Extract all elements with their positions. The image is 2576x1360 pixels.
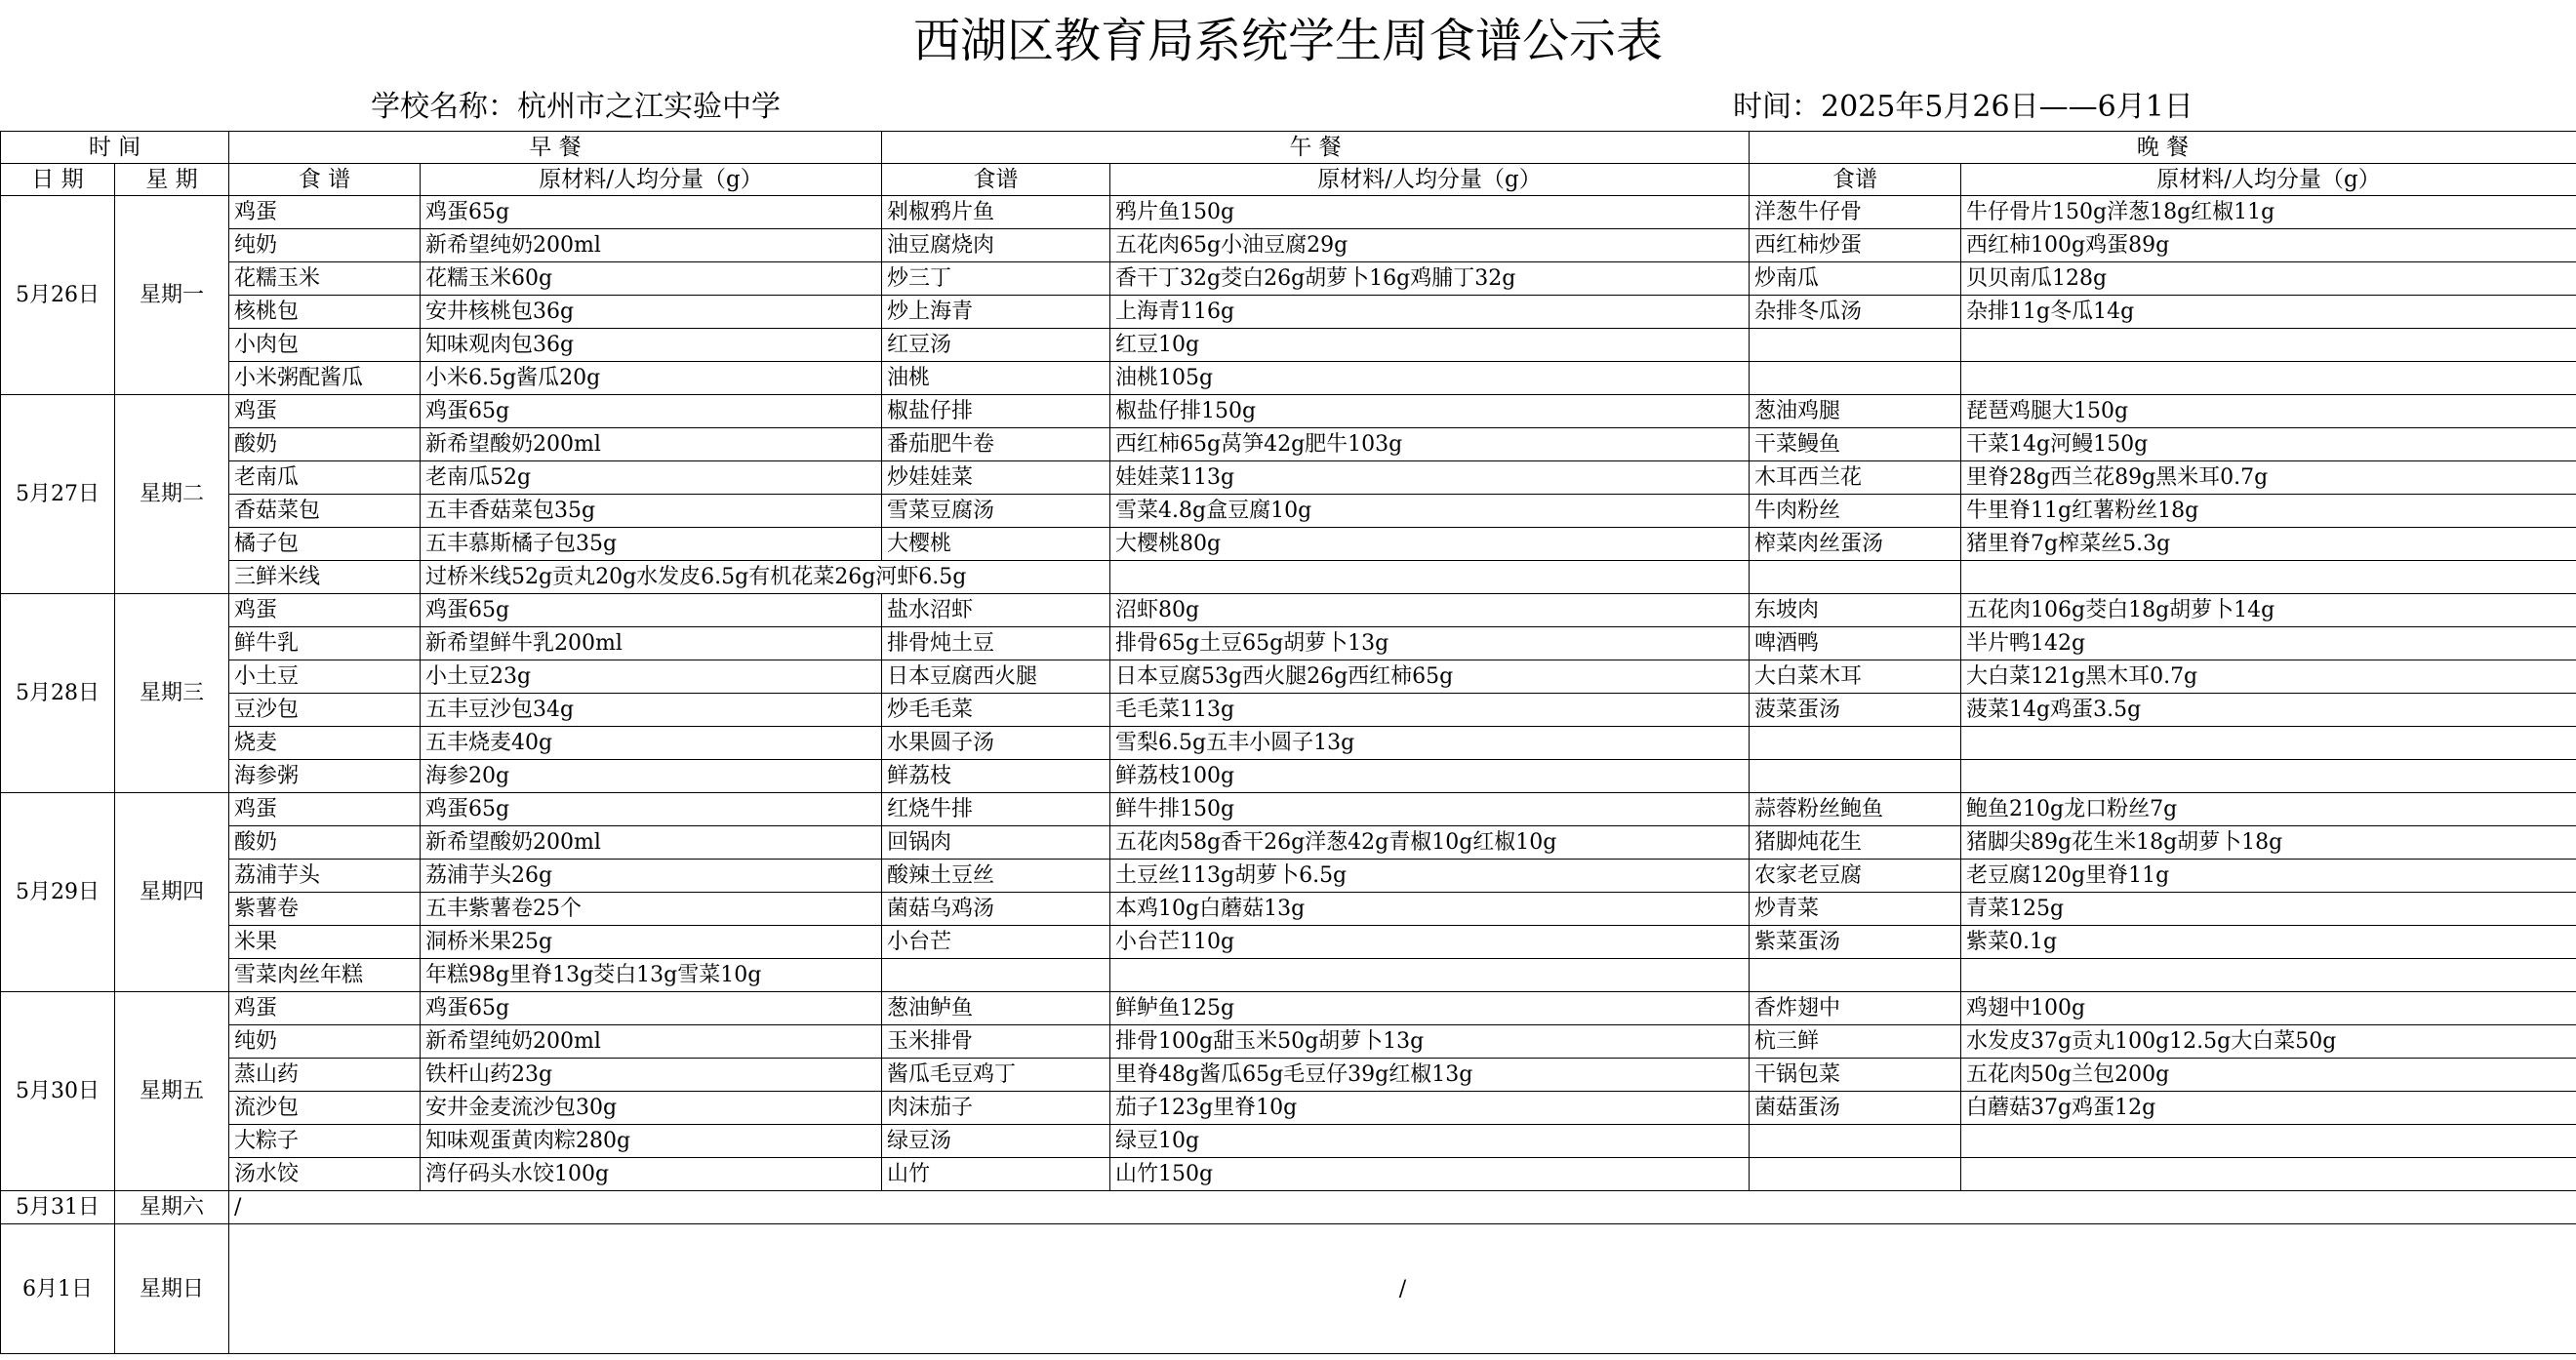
lunch-ingredients: 五花肉58g香干26g洋葱42g青椒10g红椒10g — [1110, 826, 1750, 860]
dinner-dish: 炒青菜 — [1750, 893, 1961, 926]
lunch-ingredients: 五花肉65g小油豆腐29g — [1110, 229, 1750, 262]
lunch-dish: 剁椒鸦片鱼 — [882, 196, 1110, 229]
header-weekday: 星 期 — [115, 164, 229, 196]
table-row-sunday — [1, 1224, 2576, 1354]
lunch-dish: 炒上海青 — [882, 296, 1110, 329]
lunch-dish: 炒三丁 — [882, 262, 1110, 296]
breakfast-dish: 鸡蛋 — [229, 992, 421, 1025]
table-row — [1, 826, 2576, 860]
breakfast-ingredients: 新希望纯奶200ml — [421, 1025, 882, 1059]
header-time: 时 间 — [1, 132, 229, 164]
header-lunch-ingredients: 原材料/人均分量（g） — [1110, 164, 1750, 196]
table-row — [1, 694, 2576, 727]
breakfast-dish: 鸡蛋 — [229, 594, 421, 627]
breakfast-ingredients: 知味观肉包36g — [421, 329, 882, 362]
dinner-ingredients: 鲍鱼210g龙口粉丝7g — [1961, 793, 2576, 826]
lunch-dish: 盐水沼虾 — [882, 594, 1110, 627]
breakfast-dish: 纯奶 — [229, 1025, 421, 1059]
dinner-dish: 干锅包菜 — [1750, 1059, 1961, 1092]
dinner-ingredients — [1961, 329, 2576, 362]
dinner-dish — [1750, 959, 1961, 992]
dinner-dish — [1750, 760, 1961, 793]
table-row-saturday — [1, 1191, 2576, 1224]
lunch-dish: 红烧牛排 — [882, 793, 1110, 826]
breakfast-dish: 酸奶 — [229, 826, 421, 860]
breakfast-ingredients: 老南瓜52g — [421, 461, 882, 495]
lunch-dish: 炒娃娃菜 — [882, 461, 1110, 495]
breakfast-ingredients: 湾仔码头水饺100g — [421, 1158, 882, 1191]
lunch-ingredients: 鲜牛排150g — [1110, 793, 1750, 826]
lunch-ingredients: 鲜鲈鱼125g — [1110, 992, 1750, 1025]
table-row — [1, 660, 2576, 694]
header-breakfast: 早 餐 — [229, 132, 882, 164]
breakfast-dish: 老南瓜 — [229, 461, 421, 495]
breakfast-dish: 花糯玉米 — [229, 262, 421, 296]
header-row-meals — [1, 132, 2576, 164]
lunch-ingredients: 排骨100g甜玉米50g胡萝卜13g — [1110, 1025, 1750, 1059]
breakfast-ingredients: 小米6.5g酱瓜20g — [421, 362, 882, 395]
table-row — [1, 793, 2576, 826]
breakfast-ingredients: 安井核桃包36g — [421, 296, 882, 329]
breakfast-ingredients: 洞桥米果25g — [421, 926, 882, 959]
table-row — [1, 860, 2576, 893]
breakfast-dish: 烧麦 — [229, 727, 421, 760]
dinner-dish — [1750, 329, 1961, 362]
breakfast-dish: 海参粥 — [229, 760, 421, 793]
dinner-ingredients: 白蘑菇37g鸡蛋12g — [1961, 1092, 2576, 1125]
lunch-ingredients: 大樱桃80g — [1110, 528, 1750, 561]
no-meal-note: / — [229, 1191, 2576, 1224]
lunch-ingredients: 排骨65g土豆65g胡萝卜13g — [1110, 627, 1750, 660]
lunch-dish: 菌菇乌鸡汤 — [882, 893, 1110, 926]
lunch-ingredients: 雪菜4.8g盒豆腐10g — [1110, 495, 1750, 528]
table-row — [1, 760, 2576, 793]
lunch-dish: 酱瓜毛豆鸡丁 — [882, 1059, 1110, 1092]
header-breakfast-dish: 食 谱 — [229, 164, 421, 196]
lunch-ingredients: 鸦片鱼150g — [1110, 196, 1750, 229]
dinner-dish: 香炸翅中 — [1750, 992, 1961, 1025]
table-row — [1, 495, 2576, 528]
dinner-dish: 菠菜蛋汤 — [1750, 694, 1961, 727]
table-row — [1, 1158, 2576, 1191]
breakfast-dish: 大粽子 — [229, 1125, 421, 1158]
breakfast-dish: 豆沙包 — [229, 694, 421, 727]
breakfast-ingredients: 鸡蛋65g — [421, 594, 882, 627]
dinner-ingredients: 五花肉50g兰包200g — [1961, 1059, 2576, 1092]
breakfast-ingredients: 知味观蛋黄肉粽280g — [421, 1125, 882, 1158]
lunch-dish: 油豆腐烧肉 — [882, 229, 1110, 262]
header-dinner-dish: 食谱 — [1750, 164, 1961, 196]
date-cell: 5月28日 — [1, 594, 115, 793]
lunch-dish: 绿豆汤 — [882, 1125, 1110, 1158]
info-bar — [0, 84, 2576, 131]
breakfast-ingredients: 新希望酸奶200ml — [421, 826, 882, 860]
lunch-dish: 排骨炖土豆 — [882, 627, 1110, 660]
lunch-dish — [882, 959, 1110, 992]
lunch-dish: 椒盐仔排 — [882, 395, 1110, 428]
date-cell: 5月29日 — [1, 793, 115, 992]
breakfast-ingredients: 五丰烧麦40g — [421, 727, 882, 760]
weekday-cell: 星期三 — [115, 594, 229, 793]
dinner-ingredients — [1961, 760, 2576, 793]
date-range: 时间：2025年5月26日——6月1日 — [1733, 90, 2194, 124]
table-row — [1, 1025, 2576, 1059]
dinner-dish: 杭三鲜 — [1750, 1025, 1961, 1059]
lunch-ingredients: 茄子123g里脊10g — [1110, 1092, 1750, 1125]
breakfast-dish: 汤水饺 — [229, 1158, 421, 1191]
lunch-ingredients — [1110, 959, 1750, 992]
dinner-dish: 杂排冬瓜汤 — [1750, 296, 1961, 329]
lunch-ingredients: 里脊48g酱瓜65g毛豆仔39g红椒13g — [1110, 1059, 1750, 1092]
dinner-ingredients: 贝贝南瓜128g — [1961, 262, 2576, 296]
breakfast-ingredients: 五丰香菇菜包35g — [421, 495, 882, 528]
dinner-dish: 农家老豆腐 — [1750, 860, 1961, 893]
lunch-ingredients: 沼虾80g — [1110, 594, 1750, 627]
breakfast-ingredients: 五丰豆沙包34g — [421, 694, 882, 727]
breakfast-dish: 米果 — [229, 926, 421, 959]
table-row — [1, 262, 2576, 296]
dinner-ingredients: 鸡翅中100g — [1961, 992, 2576, 1025]
breakfast-dish: 鸡蛋 — [229, 196, 421, 229]
table-row — [1, 329, 2576, 362]
breakfast-dish: 香菇菜包 — [229, 495, 421, 528]
dinner-dish — [1750, 1158, 1961, 1191]
breakfast-dish: 酸奶 — [229, 428, 421, 461]
table-row — [1, 1092, 2576, 1125]
lunch-dish: 红豆汤 — [882, 329, 1110, 362]
dinner-dish: 猪脚炖花生 — [1750, 826, 1961, 860]
table-row — [1, 428, 2576, 461]
breakfast-ingredients: 海参20g — [421, 760, 882, 793]
table-row — [1, 893, 2576, 926]
breakfast-dish: 核桃包 — [229, 296, 421, 329]
lunch-ingredients: 香干丁32g茭白26g胡萝卜16g鸡脯丁32g — [1110, 262, 1750, 296]
dinner-ingredients: 菠菜14g鸡蛋3.5g — [1961, 694, 2576, 727]
breakfast-ingredients: 鸡蛋65g — [421, 196, 882, 229]
school-name: 学校名称：杭州市之江实验中学 — [371, 90, 781, 124]
dinner-dish: 西红柿炒蛋 — [1750, 229, 1961, 262]
table-row — [1, 959, 2576, 992]
lunch-dish: 玉米排骨 — [882, 1025, 1110, 1059]
breakfast-ingredients: 安井金麦流沙包30g — [421, 1092, 882, 1125]
dinner-ingredients: 水发皮37g贡丸100g12.5g大白菜50g — [1961, 1025, 2576, 1059]
breakfast-dish: 小土豆 — [229, 660, 421, 694]
table-row — [1, 926, 2576, 959]
breakfast-ingredients: 过桥米线52g贡丸20g水发皮6.5g有机花菜26g河虾6.5g — [421, 561, 1110, 594]
table-row — [1, 1059, 2576, 1092]
breakfast-dish: 三鲜米线 — [229, 561, 421, 594]
weekday-cell: 星期日 — [115, 1224, 229, 1354]
lunch-ingredients — [1110, 561, 1750, 594]
dinner-dish: 洋葱牛仔骨 — [1750, 196, 1961, 229]
dinner-ingredients: 杂排11g冬瓜14g — [1961, 296, 2576, 329]
weekday-cell: 星期五 — [115, 992, 229, 1191]
table-row — [1, 727, 2576, 760]
lunch-dish: 雪菜豆腐汤 — [882, 495, 1110, 528]
dinner-ingredients: 琵琶鸡腿大150g — [1961, 395, 2576, 428]
table-row — [1, 461, 2576, 495]
table-row — [1, 395, 2576, 428]
header-lunch: 午 餐 — [882, 132, 1750, 164]
breakfast-ingredients: 铁杆山药23g — [421, 1059, 882, 1092]
breakfast-dish: 紫薯卷 — [229, 893, 421, 926]
header-lunch-dish: 食谱 — [882, 164, 1110, 196]
breakfast-ingredients: 新希望纯奶200ml — [421, 229, 882, 262]
dinner-dish: 蒜蓉粉丝鲍鱼 — [1750, 793, 1961, 826]
dinner-ingredients: 五花肉106g茭白18g胡萝卜14g — [1961, 594, 2576, 627]
table-row — [1, 627, 2576, 660]
table-row — [1, 992, 2576, 1025]
weekly-menu-table — [0, 131, 2576, 1354]
dinner-ingredients: 牛里脊11g红薯粉丝18g — [1961, 495, 2576, 528]
dinner-dish: 大白菜木耳 — [1750, 660, 1961, 694]
lunch-dish: 鲜荔枝 — [882, 760, 1110, 793]
lunch-dish: 日本豆腐西火腿 — [882, 660, 1110, 694]
header-date: 日 期 — [1, 164, 115, 196]
date-cell: 5月26日 — [1, 196, 115, 395]
dinner-ingredients — [1961, 362, 2576, 395]
dinner-ingredients: 牛仔骨片150g洋葱18g红椒11g — [1961, 196, 2576, 229]
table-row — [1, 362, 2576, 395]
weekday-cell: 星期六 — [115, 1191, 229, 1224]
breakfast-dish: 流沙包 — [229, 1092, 421, 1125]
page-title: 西湖区教育局系统学生周食谱公示表 — [912, 14, 1663, 68]
dinner-ingredients: 老豆腐120g里脊11g — [1961, 860, 2576, 893]
breakfast-dish: 鸡蛋 — [229, 395, 421, 428]
breakfast-dish: 荔浦芋头 — [229, 860, 421, 893]
lunch-ingredients: 娃娃菜113g — [1110, 461, 1750, 495]
dinner-dish: 菌菇蛋汤 — [1750, 1092, 1961, 1125]
table-row — [1, 1125, 2576, 1158]
breakfast-dish: 鲜牛乳 — [229, 627, 421, 660]
dinner-ingredients — [1961, 1125, 2576, 1158]
lunch-dish: 酸辣土豆丝 — [882, 860, 1110, 893]
dinner-ingredients — [1961, 1158, 2576, 1191]
dinner-ingredients: 猪脚尖89g花生米18g胡萝卜18g — [1961, 826, 2576, 860]
dinner-dish: 葱油鸡腿 — [1750, 395, 1961, 428]
lunch-dish: 番茄肥牛卷 — [882, 428, 1110, 461]
dinner-dish: 牛肉粉丝 — [1750, 495, 1961, 528]
breakfast-ingredients: 新希望酸奶200ml — [421, 428, 882, 461]
breakfast-dish: 纯奶 — [229, 229, 421, 262]
dinner-dish: 东坡肉 — [1750, 594, 1961, 627]
lunch-dish: 大樱桃 — [882, 528, 1110, 561]
dinner-dish — [1750, 727, 1961, 760]
lunch-dish: 小台芒 — [882, 926, 1110, 959]
breakfast-dish: 鸡蛋 — [229, 793, 421, 826]
breakfast-ingredients: 五丰慕斯橘子包35g — [421, 528, 882, 561]
weekday-cell: 星期四 — [115, 793, 229, 992]
table-row — [1, 229, 2576, 262]
breakfast-ingredients: 鸡蛋65g — [421, 395, 882, 428]
lunch-ingredients: 绿豆10g — [1110, 1125, 1750, 1158]
lunch-ingredients: 上海青116g — [1110, 296, 1750, 329]
weekday-cell: 星期一 — [115, 196, 229, 395]
breakfast-dish: 小米粥配酱瓜 — [229, 362, 421, 395]
breakfast-ingredients: 鸡蛋65g — [421, 992, 882, 1025]
lunch-ingredients: 山竹150g — [1110, 1158, 1750, 1191]
date-cell: 5月27日 — [1, 395, 115, 594]
dinner-ingredients: 青菜125g — [1961, 893, 2576, 926]
dinner-dish: 啤酒鸭 — [1750, 627, 1961, 660]
breakfast-ingredients: 花糯玉米60g — [421, 262, 882, 296]
dinner-dish — [1750, 561, 1961, 594]
dinner-ingredients: 西红柿100g鸡蛋89g — [1961, 229, 2576, 262]
dinner-dish — [1750, 362, 1961, 395]
lunch-ingredients: 日本豆腐53g西火腿26g西红柿65g — [1110, 660, 1750, 694]
dinner-dish: 木耳西兰花 — [1750, 461, 1961, 495]
lunch-ingredients: 鲜荔枝100g — [1110, 760, 1750, 793]
dinner-dish: 紫菜蛋汤 — [1750, 926, 1961, 959]
lunch-ingredients: 土豆丝113g胡萝卜6.5g — [1110, 860, 1750, 893]
lunch-ingredients: 椒盐仔排150g — [1110, 395, 1750, 428]
dinner-dish: 炒南瓜 — [1750, 262, 1961, 296]
breakfast-dish: 蒸山药 — [229, 1059, 421, 1092]
table-row — [1, 594, 2576, 627]
lunch-ingredients: 本鸡10g白蘑菇13g — [1110, 893, 1750, 926]
lunch-ingredients: 红豆10g — [1110, 329, 1750, 362]
breakfast-dish: 雪菜肉丝年糕 — [229, 959, 421, 992]
dinner-ingredients: 里脊28g西兰花89g黑米耳0.7g — [1961, 461, 2576, 495]
lunch-dish: 山竹 — [882, 1158, 1110, 1191]
dinner-ingredients: 半片鸭142g — [1961, 627, 2576, 660]
breakfast-ingredients: 五丰紫薯卷25个 — [421, 893, 882, 926]
date-cell: 5月31日 — [1, 1191, 115, 1224]
dinner-dish: 榨菜肉丝蛋汤 — [1750, 528, 1961, 561]
breakfast-ingredients: 年糕98g里脊13g茭白13g雪菜10g — [421, 959, 882, 992]
table-row — [1, 196, 2576, 229]
lunch-dish: 油桃 — [882, 362, 1110, 395]
header-dinner-ingredients: 原材料/人均分量（g） — [1961, 164, 2576, 196]
header-row-columns — [1, 164, 2576, 196]
lunch-dish: 回锅肉 — [882, 826, 1110, 860]
table-row — [1, 561, 2576, 594]
dinner-dish — [1750, 1125, 1961, 1158]
breakfast-ingredients: 荔浦芋头26g — [421, 860, 882, 893]
breakfast-ingredients: 新希望鲜牛乳200ml — [421, 627, 882, 660]
lunch-ingredients: 雪梨6.5g五丰小圆子13g — [1110, 727, 1750, 760]
lunch-ingredients: 小台芒110g — [1110, 926, 1750, 959]
lunch-dish: 水果圆子汤 — [882, 727, 1110, 760]
breakfast-dish: 橘子包 — [229, 528, 421, 561]
lunch-ingredients: 油桃105g — [1110, 362, 1750, 395]
dinner-ingredients — [1961, 959, 2576, 992]
dinner-ingredients — [1961, 727, 2576, 760]
date-cell: 5月30日 — [1, 992, 115, 1191]
dinner-ingredients: 大白菜121g黑木耳0.7g — [1961, 660, 2576, 694]
no-meal-note: / — [229, 1224, 2576, 1354]
dinner-ingredients: 干菜14g河鳗150g — [1961, 428, 2576, 461]
breakfast-dish: 小肉包 — [229, 329, 421, 362]
header-breakfast-ingredients: 原材料/人均分量（g） — [421, 164, 882, 196]
lunch-ingredients: 毛毛菜113g — [1110, 694, 1750, 727]
lunch-dish: 肉沫茄子 — [882, 1092, 1110, 1125]
lunch-dish: 炒毛毛菜 — [882, 694, 1110, 727]
table-row — [1, 296, 2576, 329]
date-cell: 6月1日 — [1, 1224, 115, 1354]
header-dinner: 晚 餐 — [1750, 132, 2576, 164]
lunch-dish: 葱油鲈鱼 — [882, 992, 1110, 1025]
dinner-ingredients: 猪里脊7g榨菜丝5.3g — [1961, 528, 2576, 561]
dinner-ingredients: 紫菜0.1g — [1961, 926, 2576, 959]
breakfast-ingredients: 小土豆23g — [421, 660, 882, 694]
dinner-ingredients — [1961, 561, 2576, 594]
breakfast-ingredients: 鸡蛋65g — [421, 793, 882, 826]
table-row — [1, 528, 2576, 561]
dinner-dish: 干菜鳗鱼 — [1750, 428, 1961, 461]
weekday-cell: 星期二 — [115, 395, 229, 594]
lunch-ingredients: 西红柿65g莴笋42g肥牛103g — [1110, 428, 1750, 461]
